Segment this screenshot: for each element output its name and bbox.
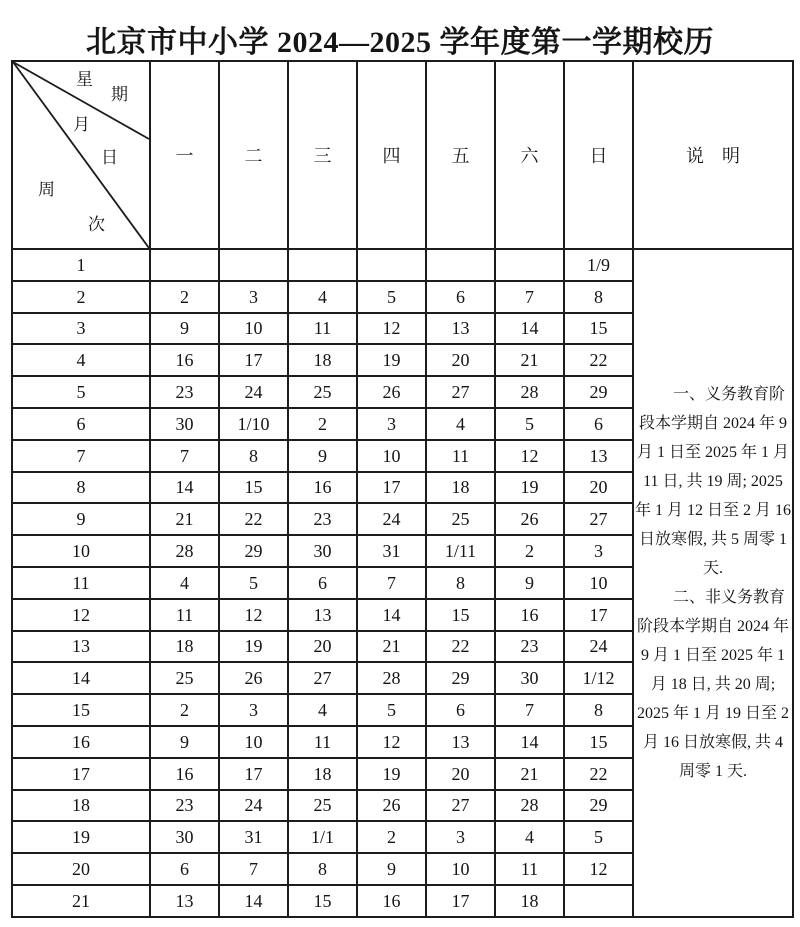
date-cell: 16	[357, 885, 426, 917]
week-number-cell: 9	[12, 503, 150, 535]
date-cell	[357, 249, 426, 281]
page-title: 北京市中小学 2024—2025 学年度第一学期校历	[86, 26, 714, 59]
date-cell: 5	[219, 567, 288, 599]
date-cell: 30	[150, 408, 219, 440]
date-cell: 13	[150, 885, 219, 917]
date-cell: 12	[564, 853, 633, 885]
date-cell: 6	[426, 281, 495, 313]
week-number-cell: 11	[12, 567, 150, 599]
date-cell: 4	[288, 694, 357, 726]
diagonal-divider-lines-icon	[13, 62, 149, 248]
date-cell: 29	[219, 535, 288, 567]
calendar-body	[12, 249, 793, 917]
date-cell: 10	[219, 726, 288, 758]
date-cell: 4	[495, 821, 564, 853]
date-cell: 17	[564, 599, 633, 631]
date-cell: 29	[426, 662, 495, 694]
date-cell: 12	[495, 440, 564, 472]
calendar-table	[11, 60, 794, 918]
date-cell: 22	[219, 503, 288, 535]
date-cell: 25	[288, 376, 357, 408]
date-cell: 13	[426, 313, 495, 345]
date-cell: 13	[564, 440, 633, 472]
date-cell: 22	[564, 758, 633, 790]
date-cell: 13	[288, 599, 357, 631]
date-cell: 23	[495, 631, 564, 663]
week-number-cell: 8	[12, 472, 150, 504]
date-cell: 7	[495, 694, 564, 726]
date-cell: 26	[357, 376, 426, 408]
corner-label-week-2: 次	[88, 215, 105, 234]
date-cell: 2	[150, 694, 219, 726]
date-cell: 24	[564, 631, 633, 663]
date-cell: 20	[564, 472, 633, 504]
date-cell	[150, 249, 219, 281]
date-cell: 12	[357, 726, 426, 758]
date-cell: 8	[426, 567, 495, 599]
week-row	[12, 249, 793, 281]
date-cell: 27	[564, 503, 633, 535]
week-number-cell: 2	[12, 281, 150, 313]
date-cell: 3	[426, 821, 495, 853]
week-number-cell: 20	[12, 853, 150, 885]
date-cell: 8	[219, 440, 288, 472]
date-cell: 19	[357, 758, 426, 790]
date-cell: 25	[150, 662, 219, 694]
date-cell: 12	[357, 313, 426, 345]
week-number-cell: 15	[12, 694, 150, 726]
date-cell: 10	[219, 313, 288, 345]
date-cell: 9	[150, 726, 219, 758]
date-cell: 29	[564, 376, 633, 408]
week-number-cell: 3	[12, 313, 150, 345]
day-header-thu: 四	[357, 61, 426, 249]
date-cell: 17	[426, 885, 495, 917]
date-cell: 13	[426, 726, 495, 758]
date-cell: 3	[564, 535, 633, 567]
corner-label-weekday-2: 期	[111, 85, 128, 104]
date-cell: 24	[357, 503, 426, 535]
date-cell	[564, 885, 633, 917]
date-cell: 11	[288, 313, 357, 345]
week-number-cell: 10	[12, 535, 150, 567]
week-number-cell: 18	[12, 790, 150, 822]
date-cell: 28	[495, 376, 564, 408]
day-header-tue: 二	[219, 61, 288, 249]
corner-header-cell	[12, 61, 150, 249]
date-cell: 4	[150, 567, 219, 599]
date-cell: 1/10	[219, 408, 288, 440]
date-cell: 22	[426, 631, 495, 663]
date-cell: 25	[426, 503, 495, 535]
date-cell: 21	[495, 344, 564, 376]
date-cell: 23	[288, 503, 357, 535]
date-cell: 19	[219, 631, 288, 663]
date-cell: 20	[426, 758, 495, 790]
date-cell: 6	[426, 694, 495, 726]
date-cell: 28	[150, 535, 219, 567]
notes-cell	[633, 249, 793, 917]
date-cell	[219, 249, 288, 281]
date-cell: 11	[288, 726, 357, 758]
date-cell: 20	[426, 344, 495, 376]
corner-label-day: 日	[101, 148, 118, 167]
date-cell: 29	[564, 790, 633, 822]
date-cell: 19	[495, 472, 564, 504]
date-cell: 1/9	[564, 249, 633, 281]
date-cell: 5	[564, 821, 633, 853]
date-cell: 17	[219, 344, 288, 376]
date-cell: 14	[495, 313, 564, 345]
date-cell: 15	[564, 726, 633, 758]
date-cell: 11	[150, 599, 219, 631]
date-cell: 24	[219, 376, 288, 408]
header-row	[12, 61, 793, 249]
date-cell: 16	[495, 599, 564, 631]
date-cell: 27	[426, 790, 495, 822]
week-number-cell: 4	[12, 344, 150, 376]
date-cell: 18	[288, 344, 357, 376]
week-number-cell: 6	[12, 408, 150, 440]
date-cell: 1/12	[564, 662, 633, 694]
date-cell: 23	[150, 376, 219, 408]
corner-label-weekday-1: 星	[76, 70, 93, 89]
date-cell: 30	[495, 662, 564, 694]
date-cell: 5	[495, 408, 564, 440]
corner-label-week-1: 周	[38, 180, 55, 199]
date-cell: 23	[150, 790, 219, 822]
date-cell: 8	[564, 281, 633, 313]
date-cell: 16	[150, 344, 219, 376]
date-cell: 19	[357, 344, 426, 376]
date-cell: 3	[357, 408, 426, 440]
date-cell: 12	[219, 599, 288, 631]
date-cell: 2	[150, 281, 219, 313]
date-cell: 2	[495, 535, 564, 567]
date-cell: 24	[219, 790, 288, 822]
date-cell: 27	[426, 376, 495, 408]
week-number-cell: 12	[12, 599, 150, 631]
date-cell: 26	[495, 503, 564, 535]
week-number-cell: 21	[12, 885, 150, 917]
date-cell: 5	[357, 694, 426, 726]
date-cell: 6	[288, 567, 357, 599]
date-cell: 1/11	[426, 535, 495, 567]
date-cell: 8	[564, 694, 633, 726]
date-cell: 3	[219, 694, 288, 726]
date-cell: 6	[150, 853, 219, 885]
date-cell: 25	[288, 790, 357, 822]
date-cell: 26	[219, 662, 288, 694]
date-cell: 27	[288, 662, 357, 694]
date-cell: 26	[357, 790, 426, 822]
date-cell: 4	[288, 281, 357, 313]
date-cell: 31	[357, 535, 426, 567]
week-number-cell: 7	[12, 440, 150, 472]
date-cell: 10	[426, 853, 495, 885]
date-cell: 16	[288, 472, 357, 504]
week-number-cell: 14	[12, 662, 150, 694]
notes-header-cell: 说 明	[633, 61, 793, 249]
date-cell: 7	[219, 853, 288, 885]
date-cell: 3	[219, 281, 288, 313]
date-cell: 9	[495, 567, 564, 599]
date-cell: 9	[357, 853, 426, 885]
day-header-wed: 三	[288, 61, 357, 249]
date-cell: 11	[495, 853, 564, 885]
date-cell: 7	[357, 567, 426, 599]
date-cell: 21	[357, 631, 426, 663]
date-cell: 9	[288, 440, 357, 472]
week-number-cell: 1	[12, 249, 150, 281]
date-cell: 4	[426, 408, 495, 440]
date-cell: 9	[150, 313, 219, 345]
date-cell: 1/1	[288, 821, 357, 853]
date-cell: 28	[357, 662, 426, 694]
date-cell: 30	[288, 535, 357, 567]
date-cell: 14	[357, 599, 426, 631]
week-number-cell: 19	[12, 821, 150, 853]
date-cell: 18	[426, 472, 495, 504]
note-paragraph: 一、义务教育阶段本学期自 2024 年 9 月 1 日至 2025 年 1 月 11 日, 共 19 周; 2025 年 1 月 12 日至 2 月 16 日放寒假, 共 5 周零 1 天.	[634, 385, 791, 577]
date-cell: 20	[288, 631, 357, 663]
day-header-mon: 一	[150, 61, 219, 249]
date-cell: 28	[495, 790, 564, 822]
week-number-cell: 16	[12, 726, 150, 758]
day-header-sat: 六	[495, 61, 564, 249]
date-cell: 10	[564, 567, 633, 599]
date-cell: 7	[495, 281, 564, 313]
date-cell: 18	[495, 885, 564, 917]
date-cell: 16	[150, 758, 219, 790]
date-cell: 22	[564, 344, 633, 376]
date-cell: 15	[426, 599, 495, 631]
date-cell: 21	[150, 503, 219, 535]
date-cell: 8	[288, 853, 357, 885]
date-cell	[288, 249, 357, 281]
date-cell: 14	[150, 472, 219, 504]
date-cell	[426, 249, 495, 281]
week-number-cell: 5	[12, 376, 150, 408]
date-cell: 15	[564, 313, 633, 345]
date-cell: 14	[219, 885, 288, 917]
week-number-cell: 17	[12, 758, 150, 790]
note-paragraph: 二、非义务教育阶段本学期自 2024 年 9 月 1 日至 2025 年 1 月 18 日, 共 20 周; 2025 年 1 月 19 日至 2 月 16 日放寒假, 共 4 周零 1 天.	[636, 588, 789, 780]
date-cell: 5	[357, 281, 426, 313]
date-cell: 31	[219, 821, 288, 853]
date-cell: 6	[564, 408, 633, 440]
date-cell: 10	[357, 440, 426, 472]
week-number-cell: 13	[12, 631, 150, 663]
date-cell: 17	[219, 758, 288, 790]
date-cell: 15	[219, 472, 288, 504]
date-cell: 15	[288, 885, 357, 917]
date-cell: 30	[150, 821, 219, 853]
date-cell	[495, 249, 564, 281]
date-cell: 2	[288, 408, 357, 440]
date-cell: 11	[426, 440, 495, 472]
day-header-fri: 五	[426, 61, 495, 249]
day-header-sun: 日	[564, 61, 633, 249]
date-cell: 17	[357, 472, 426, 504]
corner-label-month: 月	[73, 115, 90, 134]
date-cell: 2	[357, 821, 426, 853]
date-cell: 14	[495, 726, 564, 758]
date-cell: 7	[150, 440, 219, 472]
date-cell: 18	[288, 758, 357, 790]
date-cell: 21	[495, 758, 564, 790]
date-cell: 18	[150, 631, 219, 663]
